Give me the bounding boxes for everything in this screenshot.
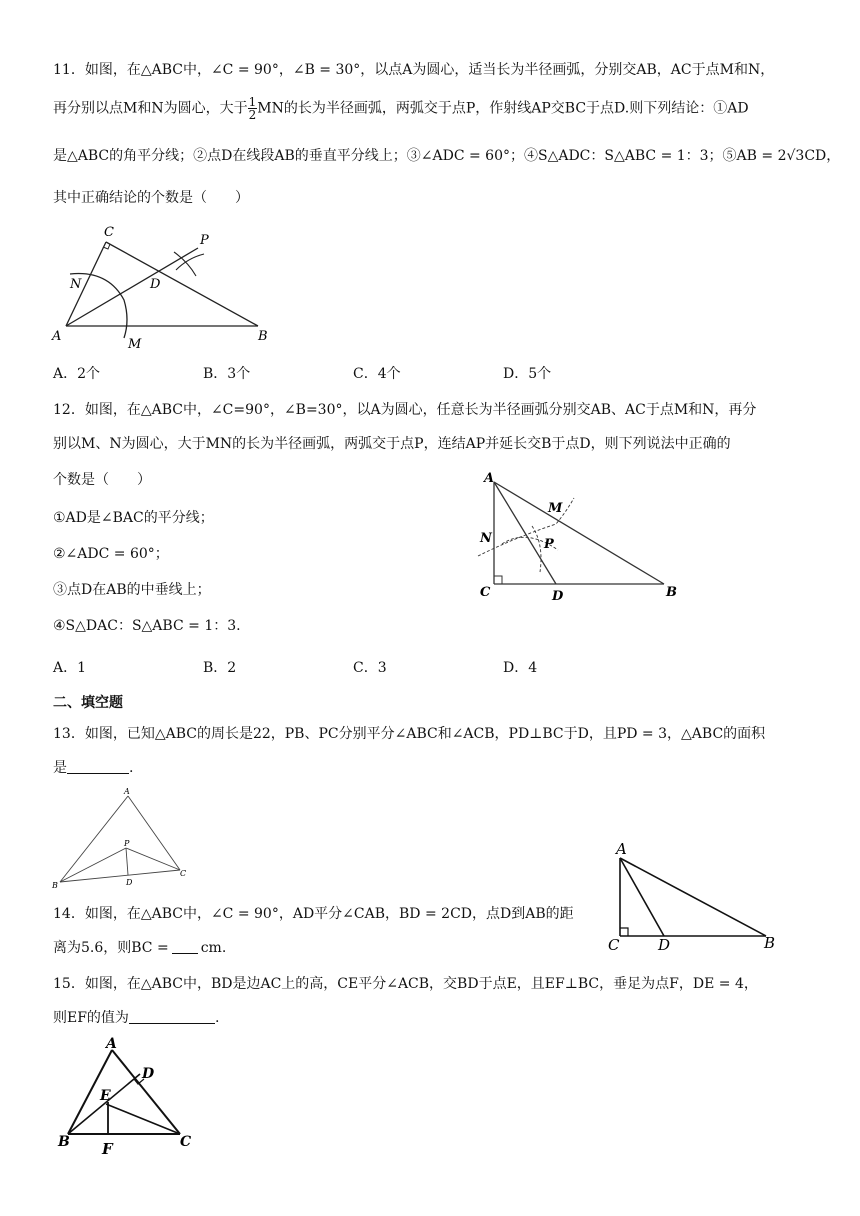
q11-label-n: N [70,277,82,292]
q15-label-b: B [58,1134,70,1150]
q14-label-c: C [608,936,620,954]
q13-line-1: 13．如图，已知△ABC的周长是22，PB、PC分别平分∠ABC和∠ACB，PD⊥BC于D，且PD = 3，△ABC的面积 [53,726,766,742]
q14-line-2-a: 离为5.6，则BC = [53,940,169,956]
q11-line-2-a: 再分别以点M和N为圆心，大于 [53,100,248,117]
q13-line-2-b: . [129,760,134,776]
q12-label-d: D [552,589,564,604]
q15-line-2-a: 则EF的值为 [53,1010,129,1026]
q12-line-1: 12．如图，在△ABC中，∠C=90°，∠B=30°，以A为圆心，任意长为半径画弧分别交AB、AC于点M和N，再分 [53,402,757,418]
q14-line-2 [53,938,226,958]
q12-label-b: B [666,585,677,600]
q13-line-2-a: 是 [53,760,67,776]
q12-option-a[interactable]: A．1 [53,660,87,676]
q11-line-2 [53,96,749,121]
q15-label-e: E [100,1088,111,1104]
q15-figure [56,1036,206,1162]
q14-figure [606,840,792,954]
q12-item-3: ③点D在AB的中垂线上； [53,582,211,598]
q11-label-a: A [52,329,62,344]
q13-figure [52,788,192,890]
q12-line-3: 个数是（ ） [53,472,151,488]
q13-segment-pd [126,848,128,875]
q15-label-f: F [102,1140,113,1158]
q11-option-d[interactable]: D．5个 [503,366,552,382]
q15-label-c: C [180,1134,192,1150]
q14-label-b: B [764,934,776,952]
q11-option-c[interactable]: C．4个 [353,366,401,382]
q11-label-b: B [258,329,268,344]
q14-right-angle-mark [620,928,628,936]
q15-answer-blank[interactable] [129,1009,215,1024]
q13-segment-ab [60,796,128,882]
q11-line-4: 其中正确结论的个数是（ ） [53,190,249,206]
q13-answer-blank[interactable] [67,759,129,774]
q14-label-d: D [658,936,671,954]
q14-line-2-b: cm. [200,940,227,956]
q12-figure [474,468,694,606]
q13-segment-bc [60,870,180,882]
q14-answer-blank[interactable] [172,939,198,954]
q11-figure [50,222,290,350]
q11-option-b[interactable]: B．3个 [203,366,251,382]
q12-option-b[interactable]: B．2 [203,660,237,676]
q12-label-p: P [544,537,554,552]
q15-segment-bd [68,1074,140,1134]
q13-label-p: P [124,839,130,848]
q12-segment-ab [494,482,664,584]
q12-item-4: ④S△DAC：S△ABC = 1：3. [53,618,241,634]
q13-label-c: C [180,869,187,878]
q12-item-2: ②∠ADC = 60°； [53,546,169,562]
q12-label-n: N [480,531,492,546]
q12-option-d[interactable]: D．4 [503,660,538,676]
q13-segment-pb [60,848,126,882]
q11-line-3: 是△ABC的角平分线；②点D在线段AB的垂直平分线上；③∠ADC = 60°；④S△ADC：S△ABC = 1：3；⑤AB = 2√3CD， [53,148,841,164]
q15-label-a: A [106,1036,117,1052]
q14-label-a: A [616,840,627,858]
q11-line-2-b: MN的长为半径画弧，两弧交于点P，作射线AP交BC于点D.则下列结论：①AD [257,100,749,117]
q12-label-a: A [484,471,495,486]
q12-label-m: M [548,501,563,516]
q15-line-2 [53,1008,219,1028]
q11-label-d: D [150,277,161,292]
q11-label-p: P [200,233,209,248]
q12-right-angle-mark [494,576,502,584]
q11-option-a[interactable]: A．2个 [53,366,101,382]
q12-item-1: ①AD是∠BAC的平分线； [53,510,214,526]
q11-segment-cb [106,242,258,326]
q11-line-1: 11．如图，在△ABC中，∠C = 90°，∠B = 30°，以点A为圆心，适当长为半径画弧，分别交AB，AC于点M和N， [53,62,775,78]
q15-line-2-b: . [214,1010,220,1026]
q13-label-d: D [126,878,133,887]
q11-label-c: C [104,225,114,240]
q12-line-2: 别以M、N为圆心，大于MN的长为半径画弧，两弧交于点P，连结AP并延长交B于点D，则下列说法中正确的 [53,436,731,452]
q13-line-2 [53,758,133,778]
q12-segment-ad [494,482,556,584]
q12-option-c[interactable]: C．3 [353,660,387,676]
q11-fraction: $\frac{1}{2}$ [248,95,257,122]
q13-segment-ac [128,796,180,870]
section-title-fill-blank: 二、填空题 [53,695,123,711]
q15-line-1: 15．如图，在△ABC中，BD是边AC上的高，CE平分∠ACB，交BD于点E，且EF⊥BC，垂足为点F，DE = 4， [53,976,758,992]
q15-label-d: D [142,1066,155,1082]
q11-label-m: M [128,337,142,352]
q14-line-1: 14．如图，在△ABC中，∠C = 90°，AD平分∠CAB，BD = 2CD，点D到AB的距 [53,906,574,922]
q15-segment-ac [112,1050,180,1134]
q13-label-b: B [52,881,58,890]
q12-label-c: C [480,585,491,600]
q11-ray-ap [66,248,198,326]
q13-label-a: A [124,787,130,796]
q12-arc-p2 [532,526,541,572]
